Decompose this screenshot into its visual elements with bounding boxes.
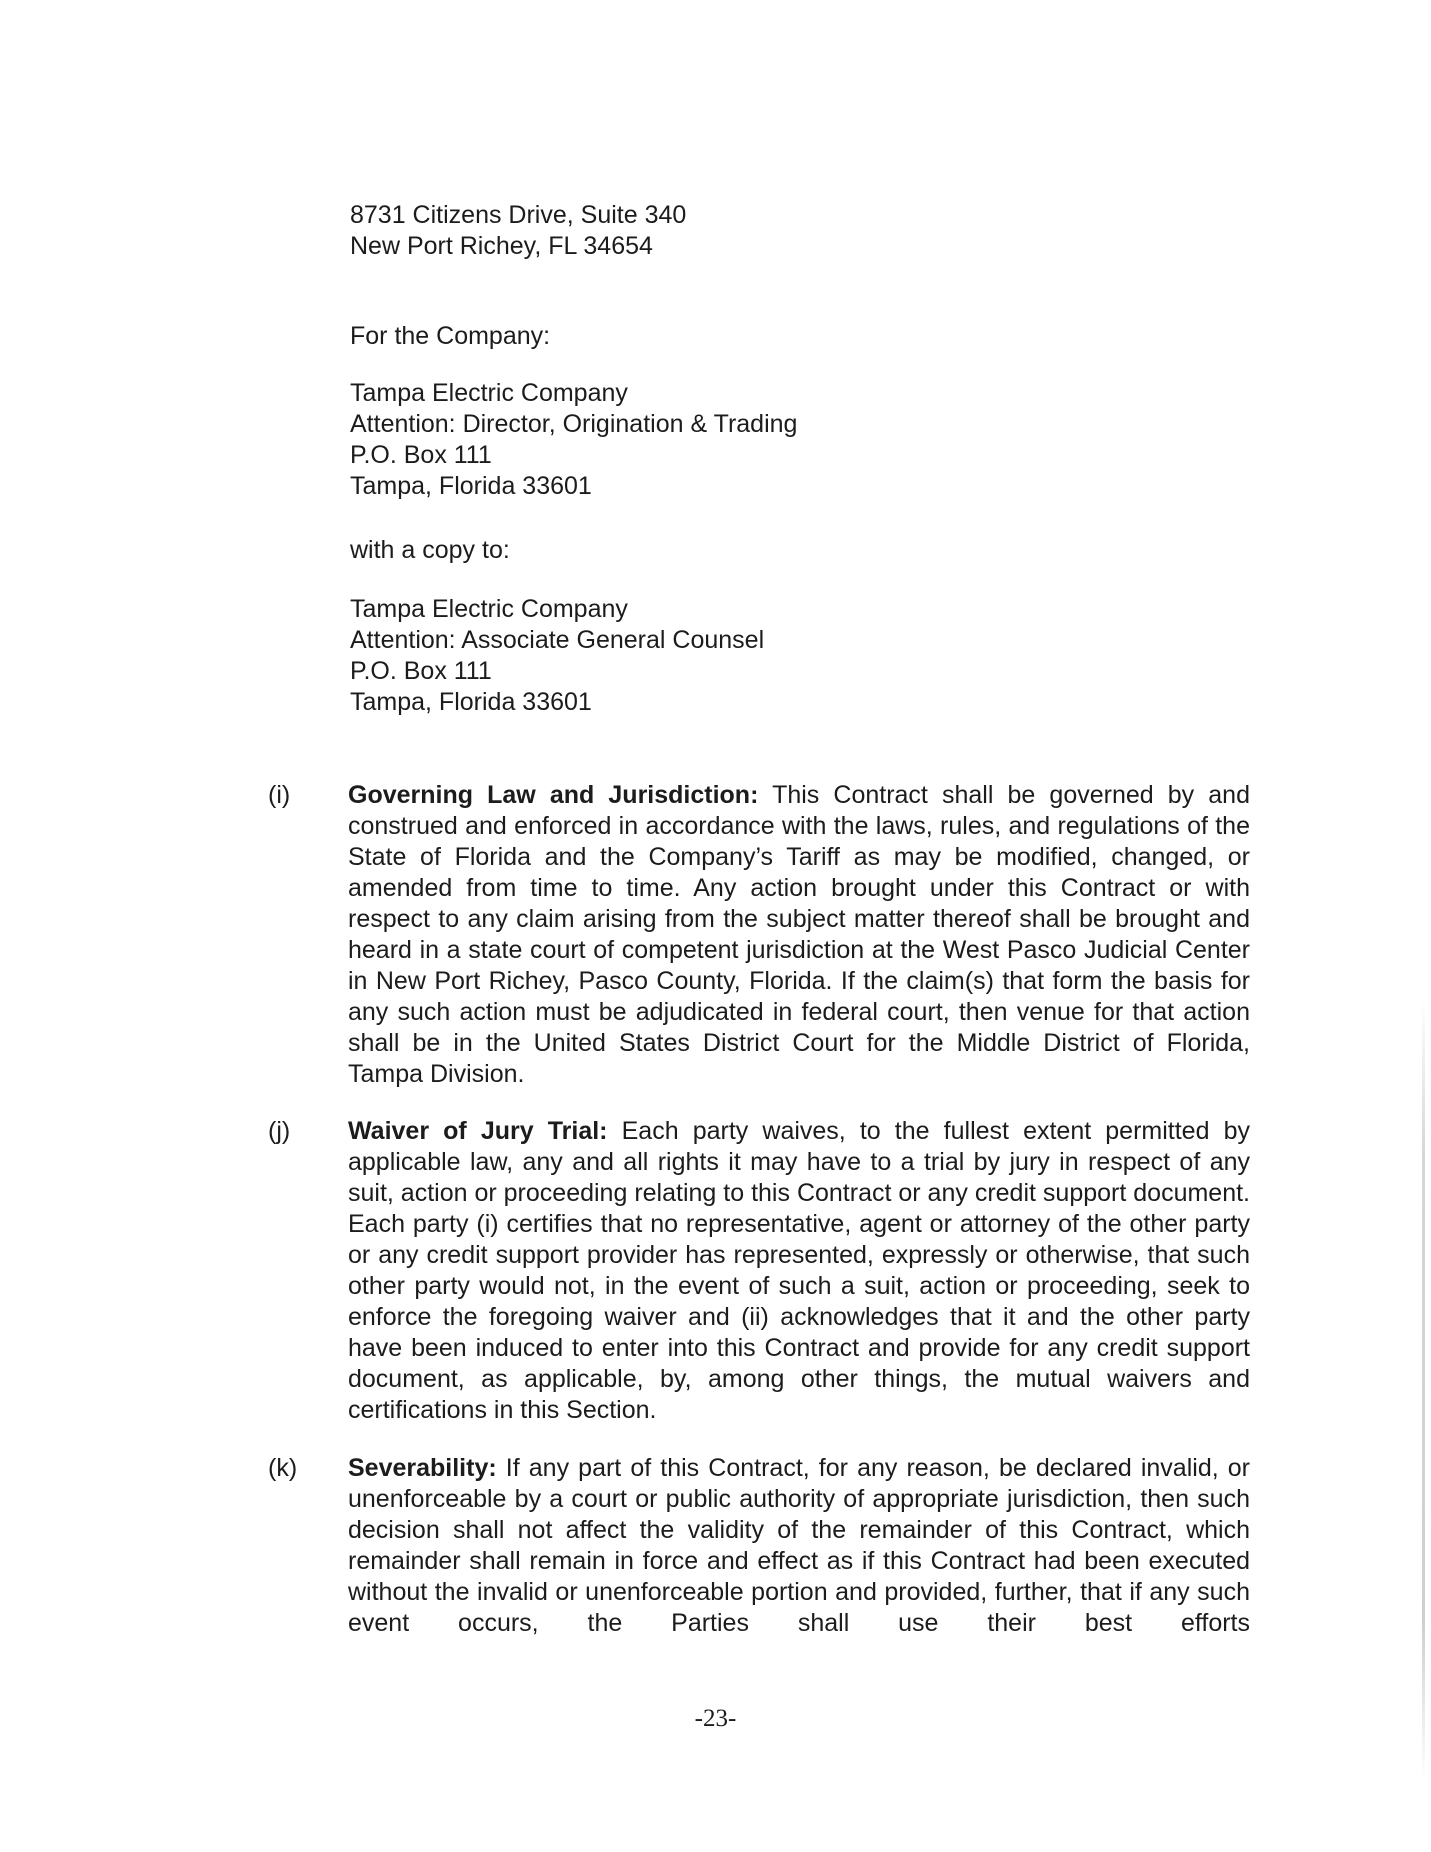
section-body (348, 1116, 1250, 1426)
section-heading: Severability: (348, 1454, 497, 1482)
address-line: Tampa Electric Company (350, 595, 628, 623)
section-marker: (k) (268, 1454, 298, 1482)
address-line: Tampa Electric Company (350, 379, 628, 407)
address-line: Tampa, Florida 33601 (350, 472, 592, 500)
address-line: Tampa, Florida 33601 (350, 688, 592, 716)
address-line: 8731 Citizens Drive, Suite 340 (350, 201, 687, 229)
section-heading: Waiver of Jury Trial: (348, 1117, 608, 1145)
section-text: This Contract shall be governed by and construed and enforced in accordance with the laws, rules, and regulations of the State of Florida and the Company’s Tariff as may be modified, changed, or amended from time to time. Any action brought under this Contract or with respect to any claim arising from the subject matter thereof shall be brought and heard in a state court of competent jurisdiction at the West Pasco Judicial Center in New Port Richey, Pasco County, Florida. If the claim(s) that form the basis for any such action must be adjudicated in federal court, then venue for that action shall be in the United States District Court for the Middle District of Florida, Tampa Division. (348, 781, 1250, 1088)
address-line: New Port Richey, FL 34654 (350, 232, 653, 260)
section-body (348, 1453, 1250, 1639)
copy-address (350, 594, 1250, 718)
section-heading: Governing Law and Jurisdiction: (348, 781, 759, 809)
section-marker: (i) (268, 781, 291, 809)
address-line: Attention: Associate General Counsel (350, 626, 765, 654)
address-line: Attention: Director, Origination & Trading (350, 410, 798, 438)
address-top (350, 200, 1250, 262)
section-text: Each party waives, to the fullest extent permitted by applicable law, any and all rights it may have to a trial by jury in respect of any suit, action or proceeding relating to this Contract or any credit support document. Each party (i) certifies that no representative, agent or attorney of the other party or any credit support provider has represented, expressly or otherwise, that such other party would not, in the event of such a suit, action or proceeding, seek to enforce the foregoing waiver and (ii) acknowledges that it and the other party have been induced to enter into this Contract and provide for any credit support document, as applicable, by, among other things, the mutual waivers and certifications in this Section. (348, 1117, 1250, 1424)
section-marker: (j) (268, 1117, 291, 1145)
scan-edge-shadow (1422, 1000, 1425, 1780)
section-text: If any part of this Contract, for any reason, be declared invalid, or unenforceable by a court or public authority of appropriate jurisdiction, then such decision shall not affect the validity of the remainder of this Contract, which remainder shall remain in force and effect as if this Contract had been executed without the invalid or unenforceable portion and provided, further, that if any such event occurs, the Parties shall use their best efforts (348, 1454, 1250, 1637)
address-line: P.O. Box 111 (350, 441, 492, 469)
for-company-label: For the Company: (350, 322, 551, 350)
page-number: -23- (694, 1705, 737, 1732)
section-body (348, 780, 1250, 1090)
address-line: P.O. Box 111 (350, 657, 492, 685)
copy-to-label: with a copy to: (350, 536, 510, 564)
company-address (350, 378, 1250, 502)
